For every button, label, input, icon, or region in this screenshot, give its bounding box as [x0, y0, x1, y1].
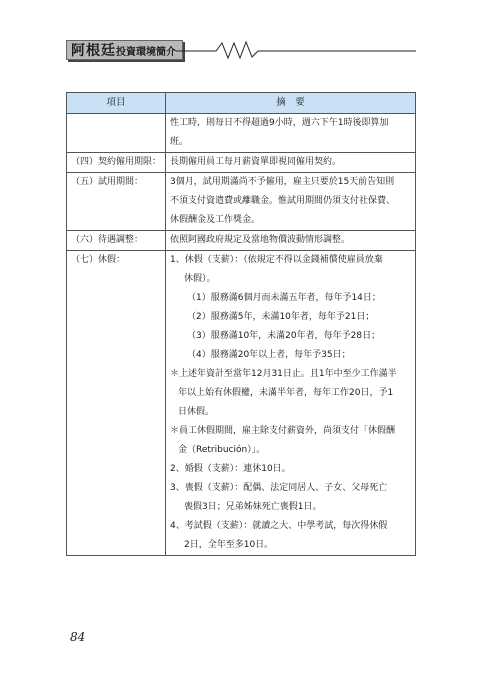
row-label: （六）待遇調整：: [67, 231, 166, 251]
row-label: （七）休假：: [67, 251, 166, 556]
content-line: 3、喪假（支薪）：配偶、法定同居人、子女、父母死亡: [170, 483, 388, 493]
content-line: 日休假。: [178, 407, 215, 417]
row-content: [166, 251, 416, 556]
table-row: [67, 173, 416, 231]
row-content: [166, 173, 416, 231]
content-line: 金（Retribución）」。: [178, 445, 266, 455]
row-content: [166, 114, 416, 153]
row-label: [67, 114, 166, 153]
page-number: 84: [70, 630, 86, 644]
content-line: 休假）。: [184, 274, 216, 284]
row-content: [166, 231, 416, 251]
column-header-item: 項目: [67, 93, 166, 114]
content-line: 休假酬金及工作獎金。: [170, 215, 261, 225]
content-line: 1、休假（支薪）：（依規定不得以金錢補償使雇員放棄: [170, 255, 383, 265]
header-title-main: 阿根廷: [71, 43, 116, 59]
table-row: [67, 114, 416, 153]
content-line: 喪假3日；兄弟姊妹死亡喪假1日。: [184, 502, 322, 512]
row-label: （四）契約僱用期限：: [67, 153, 166, 173]
table-row: [67, 251, 416, 556]
content-line: （2）服務滿5年，未滿10年者，每年予21日；: [187, 312, 375, 322]
content-line: （4）服務滿20年以上者，每年予35日；: [187, 350, 351, 360]
content-line: 不須支付資遣費或離職金。惟試用期間仍須支付社保費、: [170, 196, 396, 206]
content-line: （1）服務滿6個月而未滿五年者，每年予14日；: [187, 293, 381, 303]
table-row: [67, 153, 416, 173]
row-label: （五）試用期間：: [67, 173, 166, 231]
table-row: [67, 231, 416, 251]
table-header-row: [67, 93, 416, 114]
heartbeat-line: [176, 40, 416, 60]
content-line: 年以上始有休假權，未滿半年者，每年工作20日，予1: [178, 388, 394, 398]
row-content: [166, 153, 416, 173]
content-line: 4、考試假（支薪）：就讀之大、中學考試，每次得休假: [170, 521, 388, 531]
content-line: ＊員工休假期間，雇主除支付薪資外，尚須支付「休假酬: [170, 426, 396, 436]
summary-table: [66, 92, 416, 556]
content-line: 2日，全年至多10日。: [184, 540, 274, 550]
running-header: [66, 40, 416, 60]
content-line: 2、婚假（支薪）：連休10日。: [170, 464, 291, 474]
column-header-summary: 摘 要: [166, 93, 416, 114]
content-line: ＊上述年資計至當年12月31日止。且1年中至少工作滿半: [170, 369, 397, 379]
header-title-sub: 投資環境簡介: [116, 47, 176, 58]
header-title: [66, 40, 183, 60]
content-line: 長期僱用員工每月薪資單即視同僱用契約。: [170, 157, 342, 167]
content-line: （3）服務滿10年，未滿20年者，每年予28日；: [187, 331, 381, 341]
content-line: 班。: [170, 137, 189, 147]
content-line: 依照阿國政府規定及當地物價波動情形調整。: [170, 235, 351, 245]
content-line: 3個月，試用期滿尚不予僱用，雇主只要於15天前告知則: [170, 177, 395, 187]
content-line: 性工時，則每日不得超過9小時，週六下午1時後即算加: [170, 118, 389, 128]
